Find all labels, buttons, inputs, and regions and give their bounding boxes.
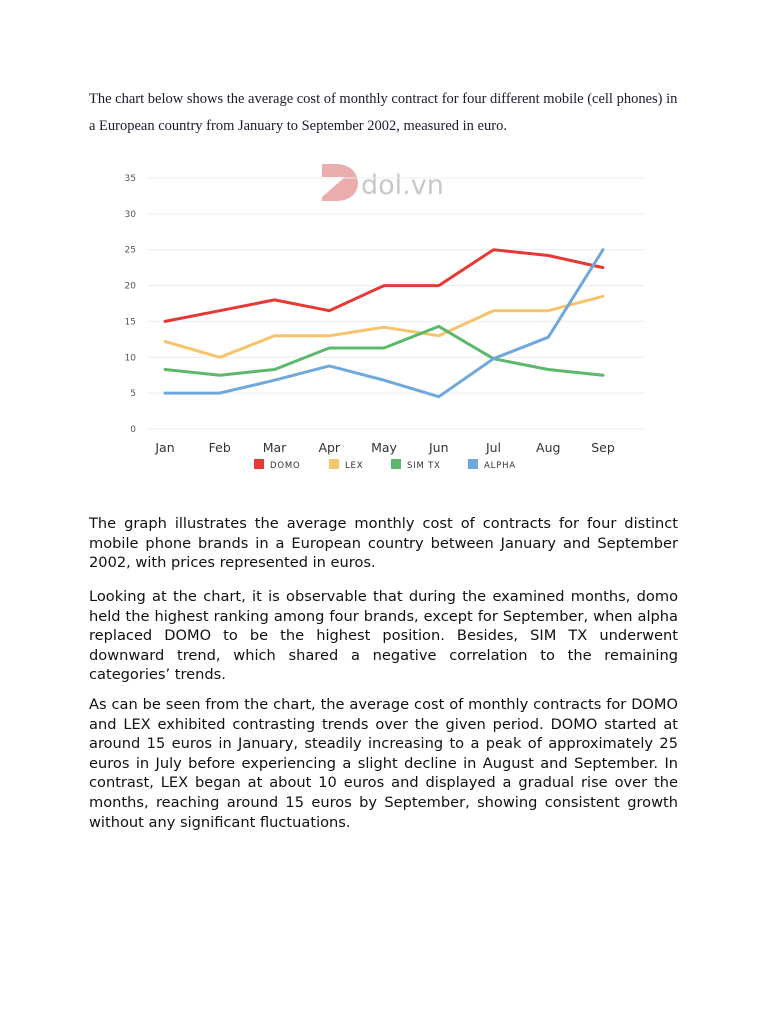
y-tick-label: 20 (124, 281, 136, 292)
y-tick-label: 25 (124, 245, 136, 256)
y-tick-label: 35 (124, 174, 136, 184)
x-tick-label: Jan (155, 440, 175, 455)
legend-label: SIM TX (407, 461, 441, 471)
legend-label: ALPHA (484, 461, 516, 471)
legend-label: DOMO (270, 461, 301, 471)
legend-swatch (329, 459, 339, 469)
x-tick-label: Aug (536, 440, 561, 455)
y-tick-label: 0 (130, 425, 136, 435)
series-line-sim-tx (165, 326, 603, 375)
legend-swatch (391, 459, 401, 469)
paragraph-detail: As can be seen from the chart, the average cost of monthly contracts for DOMO and LEX exhibited contrasting trends over the given period. DOMO started at around 15 euros in January, steadily increasing to a peak of approximately 25 euros in July before experiencing a slight decline in August and September. In contrast, LEX began at about 10 euros and displayed a gradual rise over the months, reaching around 15 euros by September, showing consistent growth without any significant fluctuations. (89, 696, 678, 831)
x-tick-label: Jul (485, 440, 502, 455)
paragraph-overview: The graph illustrates the average monthly cost of contracts for four distinct mobile phone brands in a European country between January and September 2002, with prices represented in euros. (89, 515, 678, 572)
x-tick-label: Apr (318, 440, 341, 455)
y-tick-label: 15 (124, 317, 136, 328)
dol-logo-icon (322, 164, 358, 201)
legend-swatch (468, 459, 478, 469)
y-tick-label: 10 (124, 353, 136, 364)
line-chart (93, 147, 677, 490)
x-tick-label: May (371, 440, 397, 455)
legend-label: LEX (345, 461, 364, 471)
paragraph-observation: Looking at the chart, it is observable that during the examined months, domo held the highest ranking among four brands, except for September, when alpha replaced DOMO to be the highest position. Besides, SIM TX underwent downward trend, which shared a negative correlation to the remaining categories’ trends. (89, 588, 678, 684)
chart-canvas (93, 147, 677, 490)
x-tick-label: Sep (591, 440, 615, 455)
y-tick-label: 30 (124, 209, 136, 220)
y-tick-label: 5 (130, 389, 136, 400)
x-tick-label: Mar (262, 440, 287, 455)
x-tick-label: Feb (208, 440, 231, 455)
intro-text: The chart below shows the average cost of monthly contract for four different mobile (cell phones) in a European country from January to September 2002, measured in euro. (89, 91, 678, 134)
watermark-text: dol.vn (361, 170, 444, 201)
legend-swatch (254, 459, 264, 469)
dol-logo (322, 164, 444, 201)
x-tick-label: Jun (428, 440, 449, 455)
